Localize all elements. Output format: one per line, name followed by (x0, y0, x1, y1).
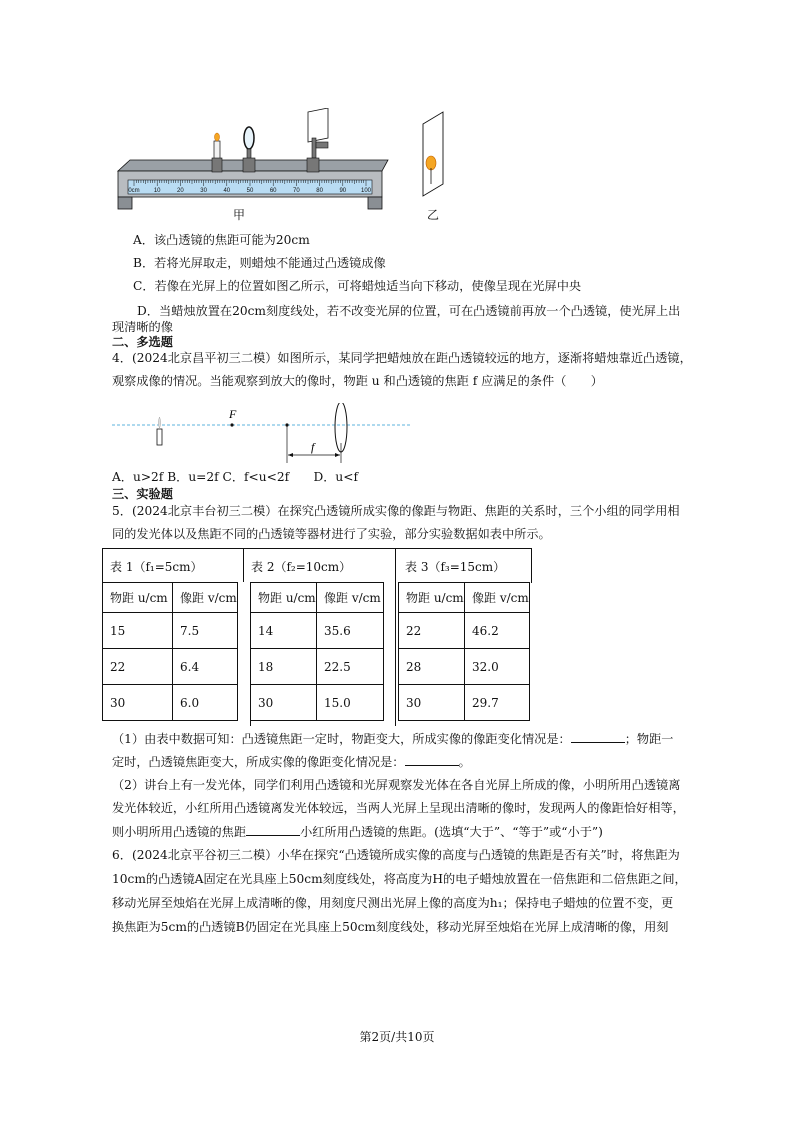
q6-stem-line4: 换焦距为5cm的凸透镜B仍固定在光具座上50cm刻度线处，移动光屏至烛焰在光屏上成清晰的像，用刻 (112, 920, 669, 934)
table-row (103, 649, 238, 685)
q4-stem-line2: 观察成像的情况。当能观察到放大的像时，物距 u 和凸透镜的焦距 f 应满足的条件（ ） (112, 374, 603, 388)
q5-stem-line2: 同的发光体以及焦距不同的凸透镜等器材进行了实验，部分实验数据如表中所示。 (112, 527, 551, 541)
q4-stem-line1: 4．(2024北京昌平初三二模）如图所示，某同学把蜡烛放在距凸透镜较远的地方，逐渐将蜡烛靠近凸透镜， (112, 351, 692, 365)
q5-part1-line1 (112, 730, 673, 748)
screen-figure-label: 乙 (427, 208, 440, 222)
ruler-tick-label: 80 (316, 188, 323, 194)
q5-part2-line2: 发光体较近，小红所用凸透镜离发光体较远，当两人光屏上呈现出清晰的像时，发现两人的像距恰好相等， (112, 801, 685, 815)
table-cell: 6.4 (173, 649, 238, 685)
q3-option-b: B．若将光屏取走，则蜡烛不能通过凸透镜成像 (133, 256, 386, 270)
table-cell: 15 (103, 613, 173, 649)
q5-part2-text-d: 小红所用凸透镜的焦距。(选填“大于”、“等于”或“小于”) (300, 825, 603, 839)
lens-axis-figure (112, 403, 412, 465)
table-row (399, 649, 530, 685)
table-header: 像距 v/cm (317, 583, 384, 613)
q5-part1-line2 (112, 753, 471, 771)
ruler-tick-label: 0cm (128, 188, 140, 194)
table-cell: 18 (251, 649, 317, 685)
q6-stem-line3: 移动光屏至烛焰在光屏上成清晰的像，用刻度尺测出光屏上像的高度为h₁；保持电子蜡烛的位置不变，更 (112, 896, 674, 910)
q5-part2-line3 (112, 823, 603, 841)
table-row (103, 685, 238, 721)
q3-option-c: C．若像在光屏上的位置如图乙所示，可将蜡烛适当向下移动，使像呈现在光屏中央 (133, 279, 582, 293)
optical-bench-figure (112, 108, 392, 228)
table-cell: 7.5 (173, 613, 238, 649)
table-header: 物距 u/cm (103, 583, 173, 613)
table-cell: 30 (251, 685, 317, 721)
table-divider (395, 548, 396, 582)
table-row (251, 649, 384, 685)
table-cell: 14 (251, 613, 317, 649)
answer-blank[interactable] (405, 753, 459, 766)
table-cell: 22.5 (317, 649, 384, 685)
table-row (251, 613, 384, 649)
table-cell: 30 (399, 685, 465, 721)
table-cell: 6.0 (173, 685, 238, 721)
table-gap-line (395, 582, 396, 726)
table-header: 像距 v/cm (173, 583, 238, 613)
ruler-tick-label: 60 (269, 188, 277, 194)
data-table-1 (102, 582, 238, 721)
q6-stem-line2: 10cm的凸透镜A固定在光具座上50cm刻度线处，将高度为H的电子蜡烛放置在一倍焦距和二倍焦距之间， (112, 872, 687, 886)
q5-part1-text-b: ；物距一 (624, 732, 674, 746)
table-row (399, 613, 530, 649)
q5-part1-text-a: （1）由表中数据可知：凸透镜焦距一定时，物距变大，所成实像的像距变化情况是： (112, 732, 571, 746)
table-cell: 29.7 (465, 685, 530, 721)
ruler-tick-label: 20 (177, 188, 184, 194)
table-cell: 46.2 (465, 613, 530, 649)
table-2-title: 表 2（f₂=10cm） (251, 560, 352, 574)
bench-figure-label: 甲 (233, 208, 246, 222)
q4-options: A．u>2f B．u=2f C．f<u<2f D．u<f (112, 470, 358, 484)
answer-blank[interactable] (571, 730, 625, 743)
ruler-tick-label: 10 (153, 188, 161, 194)
table-cell: 35.6 (317, 613, 384, 649)
answer-blank[interactable] (246, 823, 300, 836)
table-cell: 22 (103, 649, 173, 685)
focal-point-label: F (229, 407, 237, 421)
ruler-tick-label: 40 (223, 188, 231, 194)
q3-option-d-line2: 现清晰的像 (112, 320, 173, 334)
q6-stem-line1: 6．(2024北京平谷初三二模）小华在探究“凸透镜所成实像的高度与凸透镜的焦距是否有关”时，将焦距为 (112, 848, 680, 862)
table-3-title: 表 3（f₃=15cm） (405, 560, 506, 574)
table-row (103, 613, 238, 649)
table-cell: 32.0 (465, 649, 530, 685)
ruler-tick-label: 90 (339, 188, 347, 194)
q5-part1-text-c: 定时，凸透镜焦距变大，所成实像的像距变化情况是： (112, 755, 405, 769)
data-table-3 (398, 582, 530, 721)
screen-image-figure (415, 108, 455, 208)
table-1-title: 表 1（f₁=5cm） (110, 560, 203, 574)
table-header: 物距 u/cm (251, 583, 317, 613)
q5-part1-text-d: 。 (458, 755, 471, 769)
data-table-2 (250, 582, 384, 721)
section-experiment: 三、实验题 (112, 487, 173, 501)
focal-length-label: f (311, 440, 315, 454)
table-row (399, 685, 530, 721)
q5-part2-text-c: 则小明所用凸透镜的焦距 (112, 825, 247, 839)
ruler-tick-label: 100 (360, 188, 372, 194)
q5-stem-line1: 5．(2024北京丰台初三二模）在探究凸透镜所成实像的像距与物距、焦距的关系时，三个小组的同学用相 (112, 504, 680, 518)
table-cell: 15.0 (317, 685, 384, 721)
table-cell: 22 (399, 613, 465, 649)
q3-option-a: A．该凸透镜的焦距可能为20cm (133, 233, 310, 247)
q3-option-d-line1: D．当蜡烛放置在20cm刻度线处，若不改变光屏的位置，可在凸透镜前再放一个凸透镜，使光屏上出 (137, 304, 681, 318)
ruler-tick-label: 50 (246, 188, 254, 194)
table-header: 物距 u/cm (399, 583, 465, 613)
table-divider (243, 548, 244, 582)
ruler-tick-label: 70 (293, 188, 300, 194)
table-cell: 28 (399, 649, 465, 685)
table-row (251, 685, 384, 721)
ruler-tick-label: 30 (200, 188, 207, 194)
table-header: 像距 v/cm (465, 583, 530, 613)
page-number: 第2页/共10页 (359, 1030, 435, 1044)
table-cell: 30 (103, 685, 173, 721)
q5-part2-line1: （2）讲台上有一发光体，同学们利用凸透镜和光屏观察发光体在各自光屏上所成的像，小明所用凸透镜离 (112, 778, 681, 792)
section-multi-choice: 二、多选题 (112, 335, 173, 349)
